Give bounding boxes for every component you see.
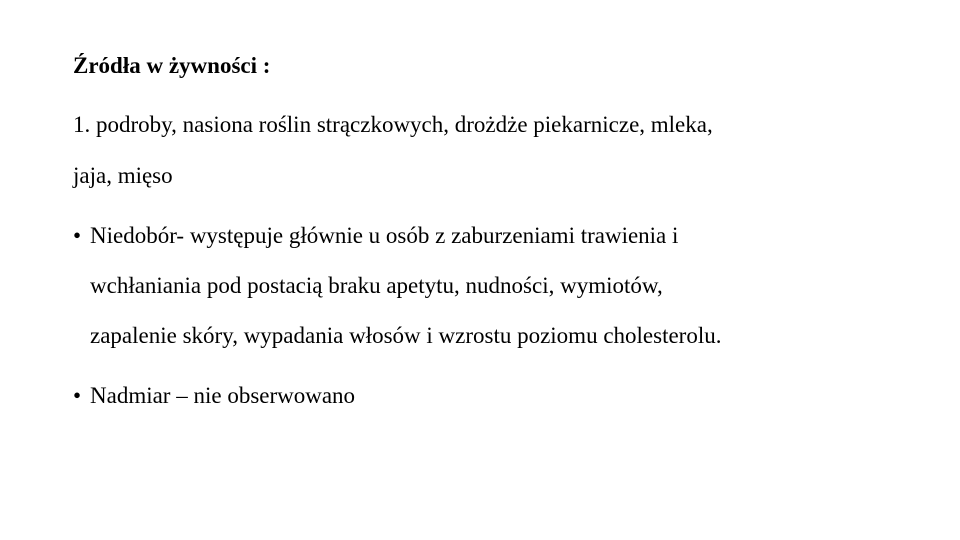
- bullet-1-line-2: wchłaniania pod postacią braku apetytu, nudności, wymiotów,: [90, 273, 663, 298]
- slide-heading: Źródła w żywności :: [73, 53, 271, 78]
- bullet-1-line-3: zapalenie skóry, wypadania włosów i wzrostu poziomu cholesterolu.: [90, 323, 722, 348]
- bullet-marker-1: •: [73, 223, 82, 248]
- list-item-1-line-1: 1. podroby, nasiona roślin strączkowych, drożdże piekarnicze, mleka,: [73, 112, 713, 137]
- bullet-1-line-1: Niedobór- występuje głównie u osób z zaburzeniami trawienia i: [90, 223, 679, 248]
- list-item-1-line-2: jaja, mięso: [73, 163, 173, 188]
- bullet-marker-2: •: [73, 383, 82, 408]
- bullet-2-line-1: Nadmiar – nie obserwowano: [90, 383, 356, 408]
